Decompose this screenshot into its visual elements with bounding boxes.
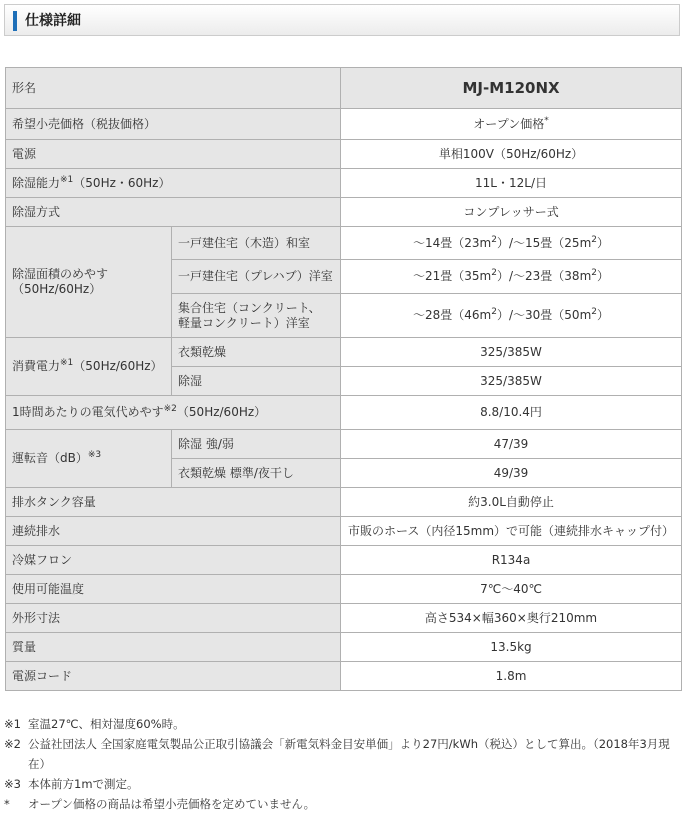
cost-mark: ※2 (163, 404, 177, 414)
spec-row-consumption-1 (6, 338, 682, 367)
value-price (341, 109, 682, 140)
value-refrigerant: R134a (341, 546, 682, 575)
label-price: 希望小売価格（税抜価格） (6, 109, 341, 140)
spec-row-mass (6, 633, 682, 662)
header-accent-bar (13, 11, 17, 31)
area-value-2 (341, 260, 682, 294)
footnote-mark: ※3 (4, 777, 21, 791)
label-dehum (6, 169, 341, 198)
area-value-3 (341, 294, 682, 338)
spec-row-dehum (6, 169, 682, 198)
label-consumption (6, 338, 172, 396)
area-sub-3-a: 集合住宅（コンクリート、 (178, 300, 321, 315)
spec-row-area-1 (6, 227, 682, 260)
consumption-sub-2: 除湿 (172, 367, 341, 396)
footnotes (4, 714, 682, 814)
footnote-item (4, 734, 682, 774)
label-mass: 質量 (6, 633, 341, 662)
footnote-text: 本体前方1mで測定。 (28, 777, 139, 791)
value-tank: 約3.0L自動停止 (341, 488, 682, 517)
dehum-mark: ※1 (60, 174, 74, 185)
spec-row-cord (6, 662, 682, 691)
area-value-1-sq2: 2 (591, 234, 597, 245)
label-model: 形名 (6, 68, 341, 109)
value-size: 高さ534×幅360×奥行210mm (341, 604, 682, 633)
label-temp: 使用可能温度 (6, 575, 341, 604)
noise-label: 運転音（dB） (12, 451, 88, 465)
label-refrigerant: 冷媒フロン (6, 546, 341, 575)
footnote-item (4, 794, 682, 814)
area-value-2-sq1: 2 (491, 268, 497, 278)
area-value-3-b: ）/～30畳（50m (496, 308, 592, 322)
footnote-text: 公益社団法人 全国家庭電気製品公正取引協議会「新電気料金目安単価」より27円/kWh（税込）として算出。（2018年3月現在） (28, 737, 670, 771)
area-sub-3-b: 軽量コンクリート）洋室 (178, 315, 310, 330)
noise-sub-2: 衣類乾燥 標準/夜干し (172, 459, 341, 488)
consumption-value-1: 325/385W (341, 338, 682, 367)
spec-row-temp (6, 575, 682, 604)
footnote-text: 室温27℃、相対湿度60%時。 (28, 717, 185, 731)
dehum-label: 除湿能力 (12, 175, 61, 190)
area-value-3-sq1: 2 (491, 307, 497, 317)
dehum-freq: （50Hz・60Hz） (73, 175, 171, 190)
consumption-label: 消費電力 (12, 359, 61, 373)
area-value-1-b: ）/～15畳（25m (496, 235, 592, 250)
area-sub-3 (172, 294, 341, 338)
spec-row-noise-1 (6, 430, 682, 459)
price-mark: * (544, 115, 549, 126)
consumption-value-2: 325/385W (341, 367, 682, 396)
area-value-3-sq2: 2 (591, 307, 597, 317)
footnote-mark: * (4, 797, 10, 811)
footnote-mark: ※2 (4, 737, 21, 751)
label-cost (6, 396, 341, 430)
area-value-2-sq2: 2 (591, 268, 597, 278)
value-dehum: 11L・12L/日 (341, 169, 682, 198)
price-text: オープン価格 (473, 116, 545, 131)
area-sub-1: 一戸建住宅（木造）和室 (172, 227, 341, 260)
spec-row-model (6, 68, 682, 109)
footnote-item (4, 774, 682, 794)
label-power: 電源 (6, 140, 341, 169)
section-title: 仕様詳細 (25, 13, 81, 29)
area-value-3-a: ～28畳（46m (413, 308, 492, 322)
spec-row-drain (6, 517, 682, 546)
consumption-freq: （50Hz/60Hz） (73, 359, 163, 373)
area-value-3-c: ） (597, 308, 610, 322)
spec-row-power (6, 140, 682, 169)
value-method: コンプレッサー式 (341, 198, 682, 227)
label-tank: 排水タンク容量 (6, 488, 341, 517)
noise-sub-1: 除湿 強/弱 (172, 430, 341, 459)
label-drain: 連続排水 (6, 517, 341, 546)
footnote-text: オープン価格の商品は希望小売価格を定めていません。 (28, 797, 316, 811)
value-cost: 8.8/10.4円 (341, 396, 682, 430)
spec-row-size (6, 604, 682, 633)
noise-value-2: 49/39 (341, 459, 682, 488)
noise-mark: ※3 (87, 450, 102, 460)
value-power: 単相100V（50Hz/60Hz） (341, 140, 682, 169)
value-model: MJ-M120NX (341, 68, 682, 109)
value-cord: 1.8m (341, 662, 682, 691)
area-freq: （50Hz/60Hz） (12, 282, 102, 296)
value-drain: 市販のホース（内径15mm）で可能（連続排水キャップ付） (341, 517, 682, 546)
area-value-1 (341, 227, 682, 260)
area-value-1-c: ） (597, 235, 610, 250)
cost-label: 1時間あたりの電気代めやす (12, 405, 164, 419)
spec-row-cost (6, 396, 682, 430)
value-temp: 7℃〜40℃ (341, 575, 682, 604)
area-value-2-a: ～21畳（35m (413, 269, 492, 283)
label-area (6, 227, 172, 338)
cost-freq: （50Hz/60Hz） (176, 405, 267, 419)
area-value-2-b: ）/～23畳（38m (496, 269, 592, 283)
area-value-1-a: ～14畳（23m (413, 235, 492, 250)
footnote-mark: ※1 (4, 717, 21, 731)
area-label: 除湿面積のめやす (12, 267, 109, 281)
label-method: 除湿方式 (6, 198, 341, 227)
area-value-1-sq1: 2 (491, 234, 497, 245)
noise-value-1: 47/39 (341, 430, 682, 459)
value-mass: 13.5kg (341, 633, 682, 662)
label-cord: 電源コード (6, 662, 341, 691)
spec-row-refrigerant (6, 546, 682, 575)
label-size: 外形寸法 (6, 604, 341, 633)
area-sub-2: 一戸建住宅（プレハブ）洋室 (172, 260, 341, 294)
spec-row-method (6, 198, 682, 227)
area-value-2-c: ） (597, 269, 610, 283)
spec-table (5, 67, 682, 691)
label-noise (6, 430, 172, 488)
section-header (4, 4, 680, 36)
footnote-item (4, 714, 682, 734)
spec-row-price (6, 109, 682, 140)
spec-row-tank (6, 488, 682, 517)
consumption-mark: ※1 (60, 358, 74, 368)
consumption-sub-1: 衣類乾燥 (172, 338, 341, 367)
